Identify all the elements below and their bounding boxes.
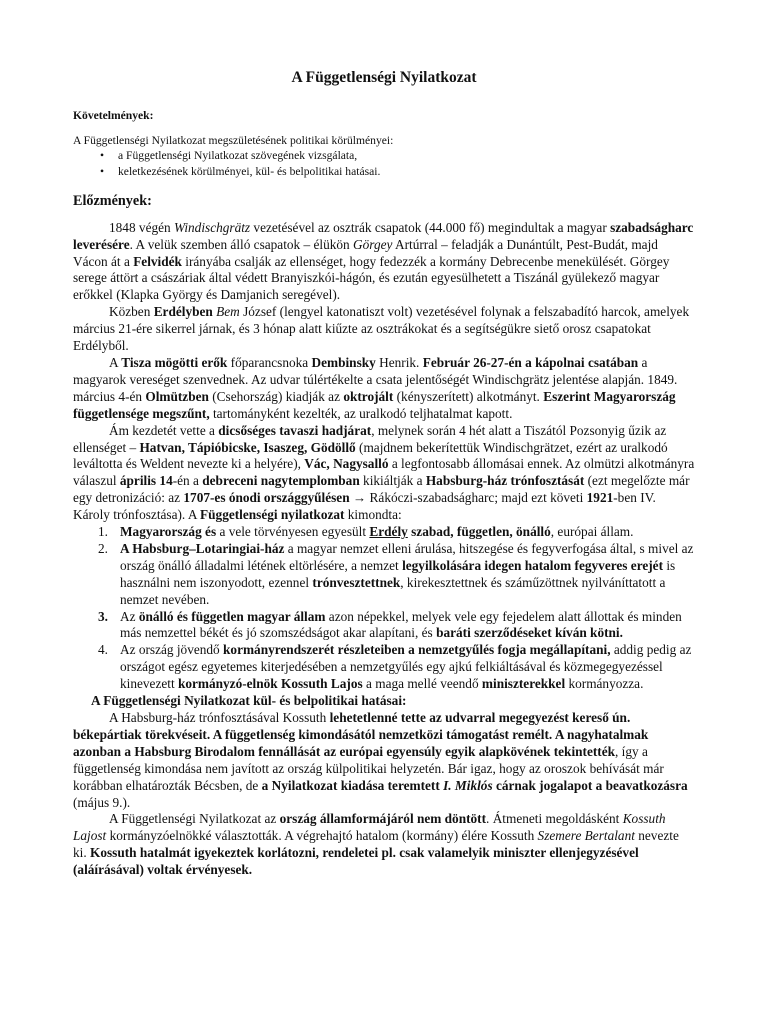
text-run: 1848 végén — [109, 219, 174, 235]
point-text — [120, 609, 682, 641]
text-run: , kirekesztettnek és száműzöttnek nyilváníttatott a nemzet nevében. — [120, 574, 666, 607]
point-number: 3. — [98, 608, 108, 624]
point-text — [120, 524, 633, 539]
text-run: nevezte ki. — [73, 828, 679, 861]
text-run: A Habsburg–Lotaringiai-ház — [120, 540, 285, 556]
text-run: kormányzóelnökké választották. A végrehajtó hatalom (kormány) élére Kossuth — [106, 828, 538, 844]
text-run: oktrojált — [343, 388, 394, 404]
point-number: 1. — [98, 524, 108, 540]
text-run: 1707-es ónodi országgyűlésen — [183, 490, 350, 506]
text-run: Közben — [109, 304, 154, 320]
text-run: . A velük szemben álló csapatok – élükön — [129, 236, 354, 252]
requirements-heading: Követelmények: — [73, 109, 154, 122]
text-run: 1921 — [586, 490, 614, 506]
point-text — [120, 642, 691, 691]
text-run: Magyarország és — [120, 524, 217, 540]
text-run: trónvesztettnek — [312, 574, 401, 590]
text-run: Bem — [216, 304, 240, 320]
text-run: miniszterekkel — [481, 676, 566, 692]
text-run: , európai állam. — [550, 524, 634, 540]
paragraph — [73, 355, 695, 423]
text-run: József (lengyel katonatiszt volt) vezetésével folynak a felszabadító harcok, amelyek március 21-ére sikerrel járnak, és 3 hónap alatt kiűzte az osztrákokat és a segítségükre siető orosz csapatokat Erdélyből. — [73, 304, 690, 354]
text-run: irányába csalják az ellenséget, hogy fedezzék a kormány Debrecenbe menekülését. Görgey serege áttört a császáriak által védett Branyiszkói-hágón, és ezután egyesülhetett a Tiszánál gyülekező magyar erőkkel (Klapka György és Damjanich seregével). — [73, 253, 670, 303]
text-run: önálló és független magyar állam — [138, 608, 326, 624]
point-number: 4. — [98, 642, 108, 658]
background-heading: Előzmények: — [73, 192, 152, 209]
text-run: azon népekkel, melyek vele egy fejedelem alatt állottak és minden más nemzettel békét és jó szomszédságot akar alapítani, és — [120, 608, 682, 641]
paragraph — [73, 304, 695, 355]
requirement-item: • keletkezésének körülményei, kül- és belpolitikai hatásai. — [118, 164, 695, 179]
text-run: a maga mellé veendő — [362, 676, 482, 692]
paragraph — [73, 811, 695, 879]
text-run: cárnak jogalapot a beavatkozásra — [492, 777, 688, 793]
text-run: a Nyilatkozat kiadása teremtett — [261, 777, 444, 793]
text-run: , így a függetlenség kimondása nem javított az ország külpolitikai helyzetén. Bár igaz, hogy az oroszok behívását már korábban elhatározták Bécsben, de — [73, 743, 664, 793]
text-run: Habsburg-ház trónfosztását — [425, 473, 585, 489]
text-run: kormányzó-elnök Kossuth Lajos — [177, 676, 363, 692]
point-text — [120, 541, 693, 607]
document-title: A Függetlenségi Nyilatkozat — [291, 69, 477, 86]
text-run: ország államformájáról nem döntött — [279, 811, 487, 827]
declaration-points-list — [73, 524, 695, 693]
text-run: addig pedig az országot egész egyetemes kiterjedésében a nemzetgyűlés egy ajkú felkiáltásával és közmegegyezéssel kinevezett — [120, 642, 692, 692]
requirement-item: • a Függetlenségi Nyilatkozat szövegének vizsgálata, — [118, 148, 695, 163]
text-run: I. Miklós — [443, 777, 493, 793]
text-run: a magyar nemzet elleni árulása, hitszegése és fegyverfogása által, s mivel az ország önálló álladalmi létének eltörlésére, a nemzet — [120, 540, 694, 573]
text-run: Görgey — [353, 236, 393, 252]
text-run: tartományként kezelték, az uralkodó teljhatalmat kapott. — [209, 405, 513, 421]
text-run: baráti szerződéseket kíván kötni. — [436, 625, 623, 641]
text-run: A Habsburg-ház trónfosztásával Kossuth — [109, 710, 330, 725]
point-number: 2. — [98, 540, 108, 556]
text-run: április 14 — [119, 473, 173, 489]
text-run: Február 26-27-én a kápolnai csatában — [422, 354, 639, 370]
text-run: Felvidék — [133, 253, 182, 269]
text-run: Ám kezdetét vette a — [109, 422, 219, 438]
document-page — [73, 62, 695, 879]
text-run: kormányrendszerét részleteiben a nemzetgyűlés fogja megállapítani, — [223, 642, 611, 658]
text-run: (kényszerített) alkotmányt. — [393, 388, 544, 404]
text-run: Az ország jövendő — [120, 642, 224, 658]
text-run: Olmützben — [145, 388, 209, 404]
text-run: legyilkolására idegen hatalom fegyveres erejét — [402, 557, 664, 573]
effects-heading: A Függetlenségi Nyilatkozat kül- és belpolitikai hatásai: — [91, 693, 407, 709]
requirements-intro: A Függetlenségi Nyilatkozat megszületésének politikai körülményei: — [73, 134, 394, 148]
text-run: szabadságharc leverésére — [73, 219, 694, 252]
text-run: a vele törvényesen egyesült — [216, 524, 370, 540]
text-run: Kossuth Lajost — [73, 811, 666, 844]
text-run: dicsőséges tavaszi hadjárat — [218, 422, 372, 438]
text-run: Erdély — [369, 524, 408, 540]
text-run: szabad, független, önálló — [407, 524, 551, 540]
text-run: -ben IV. Károly trónfosztása). A — [73, 490, 656, 523]
text-run: Tisza mögötti erők — [121, 354, 228, 370]
text-run: Dembinsky — [311, 354, 376, 370]
text-run: , melynek során 4 hét alatt a Tiszától Pozsonyig űzik az ellenséget – — [73, 422, 667, 455]
text-run: főparancsnoka — [227, 354, 312, 370]
text-run: a legfontosabb állomásai ennek. Az olmützi alkotmányra válaszul — [73, 456, 695, 489]
text-run: (május 9.). — [73, 794, 131, 810]
text-run: (majdnem bekerítettük Windischgrätzet, ezért az uralkodó leváltotta és Weldent nevezte ki a helyére), — [73, 439, 668, 472]
declaration-point — [73, 524, 695, 541]
text-run: lehetetlenné tette az udvarral megegyezést kereső ún. békepártiak törekvéseit. A függetlenség kimondásától nemzetközi támogatást remélt. A nagyhatalmak azonban a Habsburg Birodalom fennállását az európai egyensúly egyik alapkövének tekintették — [73, 710, 649, 759]
text-run: Eszerint Magyarország függetlensége megszűnt, — [73, 388, 676, 421]
text-run: kikiáltják a — [359, 473, 426, 489]
text-run: (ezt megelőzte már egy detronizáció: az — [73, 473, 690, 506]
declaration-point — [73, 609, 695, 643]
text-run: . Átmeneti megoldásként — [486, 811, 623, 827]
text-run: Hatvan, Tápióbicske, Isaszeg, Gödöllő — [139, 439, 356, 455]
text-run: Erdélyben — [153, 304, 213, 320]
paragraph — [73, 220, 695, 305]
text-run: Henrik. — [375, 354, 423, 370]
text-run: vezetésével az osztrák csapatok (44.000 fő) megindultak a magyar — [250, 219, 611, 235]
declaration-point — [73, 541, 695, 609]
text-run: kimondta: — [344, 507, 402, 523]
text-run: Artúrral – feladják a Dunántúlt, Pest-Budát, majd Vácon át a — [73, 236, 658, 269]
text-run: is használni nem iszonyodott, ezennel — [120, 557, 676, 590]
text-run: A — [109, 354, 122, 370]
text-run: debreceni nagytemplomban — [202, 473, 360, 489]
text-run: Windischgrätz — [174, 219, 251, 235]
text-run: (Csehország) kiadják az — [208, 388, 344, 404]
text-run: Az — [120, 608, 139, 624]
text-run: A Függetlenségi Nyilatkozat az — [109, 811, 280, 827]
text-run: kormányozza. — [565, 676, 644, 692]
requirements-list — [73, 148, 695, 178]
paragraph — [73, 423, 695, 524]
text-run: Szemere Bertalant — [537, 828, 635, 844]
text-run: Függetlenségi nyilatkozat — [200, 507, 345, 523]
text-run: Kossuth hatalmát igyekeztek korlátozni, rendeletei pl. csak valamelyik miniszter ellenjegyzésével (aláírásával) voltak érvényesek. — [73, 845, 639, 878]
declaration-point — [73, 642, 695, 693]
text-run: Vác, Nagysalló — [304, 456, 389, 472]
text-run: → Rákóczi-szabadságharc; majd ezt követi — [349, 490, 587, 506]
paragraph — [73, 710, 695, 811]
text-run: a magyarok vereséget szenvednek. Az udvar túlértékelte a csata jelentőségét Windischgrätz jelentése alapján. 1849. március 4-én — [73, 354, 678, 404]
text-run: -én a — [172, 473, 203, 489]
